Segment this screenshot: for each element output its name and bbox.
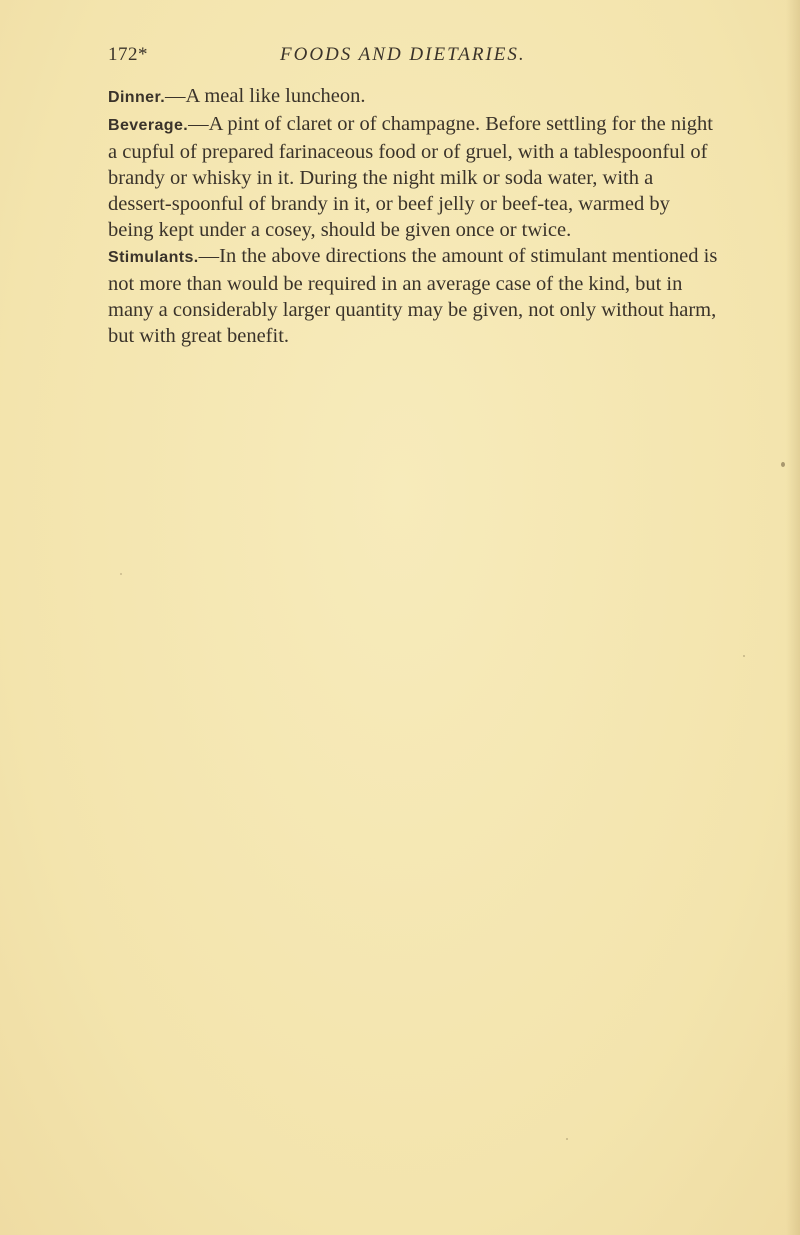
paragraph-beverage [108, 111, 720, 243]
page-edge-shadow [786, 0, 800, 1235]
heading-dinner: Dinner. [108, 89, 166, 106]
text-beverage: —A pint of claret or of champagne. Before settling for the night a cupful of prepared farinaceous food or of gruel, with a tablespoonful of brandy or whisky in it. During the night milk or soda water, with a dessert-spoonful of brandy in it, or beef jelly or beef-tea, warmed by being kept under a cosey, should be given once or twice. [108, 113, 713, 241]
running-head: FOODS AND DIETARIES. [280, 44, 526, 65]
text-stimulants: —In the above directions the amount of stimulant mentioned is not more than would be required in an average case of the kind, but in many a considerably larger quantity may be given, not only without harm, but with great benefit. [108, 245, 718, 347]
paper-speck [120, 573, 122, 575]
heading-beverage: Beverage. [108, 117, 189, 134]
heading-stimulants: Stimulants. [108, 249, 199, 266]
paper-speck [566, 1138, 568, 1140]
page-header [108, 44, 708, 74]
text-dinner: —A meal like luncheon. [165, 85, 366, 107]
paragraph-dinner [108, 83, 720, 111]
paper-speck [743, 655, 745, 657]
paper-speck [781, 462, 785, 467]
body-text [108, 83, 720, 349]
page-number: 172* [108, 44, 148, 65]
paragraph-stimulants [108, 243, 720, 349]
